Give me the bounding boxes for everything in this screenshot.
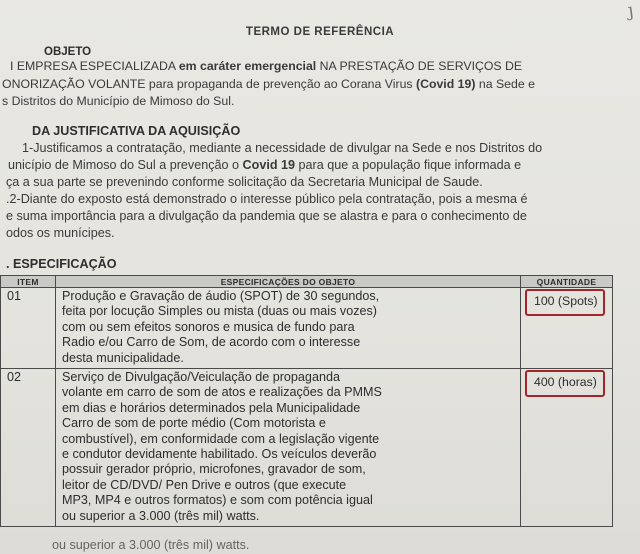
justificativa-line-6: odos os munícipes.	[6, 226, 115, 240]
row-2-item: 02	[1, 369, 56, 527]
specification-table	[0, 275, 613, 527]
row-1-qty-cell	[521, 288, 613, 369]
justificativa-line-5: e suma importância para a divulgação da pandemia que se alastra e para o conhecimento de	[6, 209, 527, 223]
justificativa-line-2-a: unicípio de Mimoso do Sul a prevenção o	[8, 158, 243, 172]
objeto-line-3: s Distritos do Município de Mimoso do Sul.	[2, 94, 235, 108]
justificativa-line-2	[8, 158, 521, 172]
justificativa-line-1: 1-Justificamos a contratação, mediante a necessidade de divulgar na Sede e nos Distritos do	[22, 141, 543, 155]
row-1-line: desta municipalidade.	[62, 350, 184, 365]
row-1-line: Produção e Gravação de áudio (SPOT) de 30 segundos,	[62, 289, 380, 303]
row-1-line: com ou sem efeitos sonoros e musica de fundo para	[62, 319, 355, 334]
header-item: ITEM	[1, 276, 56, 288]
header-spec: ESPECIFICAÇÕES DO OBJETO	[56, 276, 521, 288]
justificativa-heading: DA JUSTIFICATIVA DA AQUISIÇÃO	[32, 124, 241, 138]
row-2-line: possuir gerador próprio, microfones, gravador de som,	[62, 462, 366, 477]
row-1-spec	[56, 288, 521, 369]
row-1-line: feita por locução Simples ou mista (duas ou mais vozes)	[62, 304, 377, 319]
table-row	[1, 288, 613, 369]
row-2-line: leitor de CD/DVD/ Pen Drive e outros (que execute	[62, 477, 347, 492]
table-row	[1, 369, 613, 527]
objeto-line-2-bold: (Covid 19)	[415, 77, 476, 91]
row-2-line: e condutor devidamente habilitado. Os veículos deverão	[62, 447, 377, 462]
row-2-line: volante em carro de som de atos e realizações da PMMS	[62, 385, 382, 400]
row-1-qty-highlight: 100 (Spots)	[525, 289, 605, 316]
objeto-line-2-a: ONORIZAÇÃO VOLANTE para propaganda de prevenção ao Corana Virus	[2, 77, 416, 91]
justificativa-line-2-bold: Covid 19	[242, 158, 296, 172]
table-header-row	[1, 276, 613, 288]
objeto-line-2	[2, 77, 535, 91]
row-2-line: MP3, MP4 e outros formatos) e som com potência igual	[62, 493, 373, 508]
objeto-heading: OBJETO	[44, 46, 92, 58]
row-2-line: Carro de som de porte médio (Com motorista e	[62, 416, 326, 431]
row-2-line: em dias e horários determinados pela Municipalidade	[62, 400, 361, 415]
objeto-line-1	[10, 59, 522, 73]
row-2-qty-cell	[521, 369, 613, 527]
justificativa-line-4: .2-Diante do exposto está demonstrado o interesse público pela contratação, pois a mesma é	[6, 192, 528, 206]
objeto-line-1-a: I EMPRESA ESPECIALIZADA	[10, 59, 179, 73]
row-2-qty-highlight: 400 (horas)	[525, 370, 605, 397]
ghost-line: ou superior a 3.000 (três mil) watts.	[52, 538, 250, 552]
row-2-line: ou superior a 3.000 (três mil) watts.	[62, 508, 260, 523]
row-1-line: Radio e/ou Carro de Som, de acordo com o interesse	[62, 335, 361, 350]
row-2-spec	[56, 369, 521, 527]
row-2-line: Serviço de Divulgação/Veiculação de propaganda	[62, 370, 340, 385]
corner-handwriting: ȷ	[626, 0, 636, 22]
row-1-item: 01	[1, 288, 56, 369]
justificativa-line-3: ça a sua parte se prevenindo conforme solicitação da Secretaria Municipal de Saude.	[6, 175, 483, 189]
objeto-line-1-bold: em caráter emergencial	[178, 59, 317, 73]
document-title: TERMO DE REFERÊNCIA	[245, 26, 395, 38]
justificativa-line-2-c: para que a população fique informada e	[295, 158, 522, 172]
objeto-line-1-c: NA PRESTAÇÃO DE SERVIÇOS DE	[316, 59, 523, 73]
objeto-line-2-c: na Sede e	[475, 77, 535, 91]
especificacao-heading: . ESPECIFICAÇÃO	[6, 257, 117, 271]
header-qty: QUANTIDADE	[521, 276, 613, 288]
row-2-line: combustível), em conformidade com a legislação vigente	[62, 431, 380, 446]
